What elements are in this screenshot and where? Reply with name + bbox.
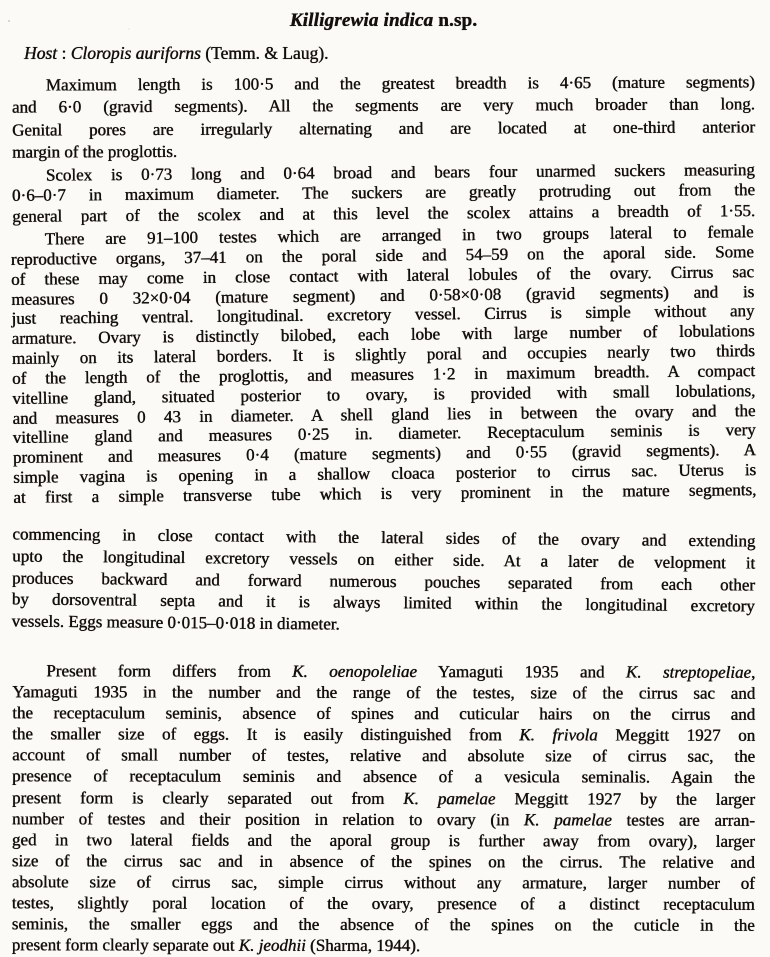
text-segment: of the length of the proglottis, and measures 1·2 in maximum breadth. A compact — [12, 361, 756, 389]
species-name: K. pamelae — [523, 810, 612, 830]
host-species-name: Cloropis auriforns — [70, 43, 201, 63]
text-segment: presence of receptaculum seminis and absence of a vesicula seminalis. Again the — [12, 766, 756, 788]
para-uterus-continuation — [11, 524, 755, 640]
species-name: K. frivola — [519, 725, 598, 745]
host-label: Host — [24, 43, 58, 63]
species-name: K. pamelae — [403, 788, 496, 808]
text-segment: commencing in close contact with the lateral sides of the ovary and extending — [12, 524, 756, 551]
text-segment: (Sharma, 1944). — [305, 936, 421, 956]
text-segment: account of small number of testes, relative and absolute size of cirrus sac, the — [12, 745, 756, 767]
document-body — [12, 73, 755, 957]
text-line — [12, 787, 755, 810]
text-segment: size of the cirrus sac and in absence of the spines on the cirrus. The relative and — [11, 851, 755, 872]
text-segment: There are 91–100 testes which are arranged in two groups lateral to female — [44, 222, 754, 249]
text-line — [12, 892, 755, 915]
text-line — [12, 935, 755, 957]
text-segment: vitelline gland and measures 0·25 in. diameter. Receptaculum seminis is very — [12, 420, 756, 448]
text-segment: reproductive organs, 37–41 on the poral side and 54–59 on the aporal side. Some — [10, 242, 754, 270]
text-segment: present form clearly separate out — [11, 935, 239, 956]
host-authority: (Temm. & Laug). — [200, 43, 329, 63]
text-line — [12, 660, 755, 683]
text-line — [12, 94, 755, 120]
para-measurements — [12, 71, 755, 163]
text-line — [12, 116, 755, 142]
host-line — [24, 43, 755, 64]
text-segment: , — [751, 662, 756, 682]
title-suffix: n.sp. — [433, 10, 478, 31]
text-line — [12, 724, 755, 747]
text-line — [12, 71, 755, 97]
text-segment: Meggitt 1927 on — [597, 725, 756, 746]
text-line — [12, 850, 755, 873]
text-segment: vessels. Eggs measure 0·015–0·018 in diameter. — [11, 611, 340, 634]
text-segment: produces backward and forward numerous pouches separated from each other — [11, 568, 756, 595]
text-segment: vitelline gland, situated posterior to ovary, is provided with small lobulations, — [12, 381, 756, 409]
text-segment: at first a simple transverse tube which is very prominent in the mature segments, — [13, 480, 757, 508]
text-line — [12, 808, 755, 831]
title-species-name: Killigrewia indica — [289, 10, 434, 31]
text-segment: number of testes and their position in relation to ovary (in — [11, 809, 524, 830]
text-segment: Yamaguti 1935 and — [416, 662, 626, 682]
text-segment: absolute size of cirrus sac, simple cirrus without any armature, larger number of — [11, 872, 755, 893]
text-line — [12, 871, 755, 894]
text-line — [12, 766, 755, 789]
text-segment: present form is clearly separated out from — [12, 787, 404, 808]
text-segment: measures 0 32×0·04 (mature segment) and 0·58×0·08 (gravid segments) and is — [11, 282, 755, 309]
para-testes — [11, 223, 757, 509]
text-line — [12, 745, 755, 768]
text-segment: margin of the proglottis. — [12, 141, 178, 162]
text-line — [12, 829, 755, 852]
para-scolex — [12, 160, 755, 227]
para-comparison — [12, 660, 756, 957]
text-segment: by dorsoventral septa and it is always limited within the longitudinal excretory — [11, 590, 755, 617]
text-segment: the smaller size of eggs. It is easily distinguished from — [12, 724, 520, 745]
text-segment: of these may come in close contact with lateral lobules of the ovary. Cirrus sac — [10, 262, 755, 289]
species-name: K. jeodhii — [238, 936, 306, 956]
text-segment: Present form differs from — [46, 661, 293, 682]
text-segment: just reaching ventral. longitudinal. excretory vessel. Cirrus is simple without any — [11, 301, 755, 329]
text-segment: and 6·0 (gravid segments). All the segments are very much broader than long. — [11, 94, 755, 117]
text-segment: armature. Ovary is distinctly bilobed, each lobe with large number of lobulations — [11, 321, 755, 349]
text-segment: testes are arran- — [611, 810, 755, 830]
text-segment: Maximum length is 100·5 and the greatest breadth is 4·65 (mature segments) — [45, 72, 755, 95]
text-segment: 0·6–0·7 in maximum diameter. The suckers are greatly protruding out from the — [11, 180, 756, 206]
text-segment: upto the longitudinal excretory vessels on either side. At a later de velopment it — [12, 546, 756, 573]
text-segment: seminis, the smaller eggs and the absence of the spines on the cuticle in the — [11, 914, 755, 936]
text-segment: mainly on its lateral borders. It is slightly poral and occupies nearly two thirds — [11, 341, 755, 369]
text-line — [12, 703, 755, 726]
species-name: K. streptopeliae — [625, 662, 752, 682]
text-segment: and measures 0 43 in diameter. A shell gland lies in between the ovary and the — [12, 401, 756, 428]
species-name: K. oenopoleliae — [292, 662, 417, 682]
text-segment: prominent and measures 0·4 (mature segments) and 0·55 (gravid segments). A — [12, 440, 757, 468]
text-line — [12, 914, 755, 937]
text-segment: Genital pores are irregularly alternating and are located at one-third anterior — [12, 116, 756, 140]
text-segment: Meggitt 1927 by the larger — [495, 789, 756, 809]
text-segment: Yamaguti 1935 in the number and the range of the testes, size of the cirrus sac and — [12, 682, 756, 704]
text-segment: the receptaculum seminis, absence of spines and cuticular hairs on the cirrus and — [12, 703, 756, 725]
host-separator: : — [57, 43, 71, 63]
paper-title — [12, 10, 755, 32]
text-segment: ged in two lateral fields and the aporal group is further away from ovary), larger — [11, 830, 755, 851]
text-line — [12, 682, 755, 705]
text-segment: Scolex is 0·73 long and 0·64 broad and bears four unarmed suckers measuring — [45, 160, 755, 185]
text-segment: simple vagina is opening in a shallow cloaca posterior to cirrus sac. Uterus is — [13, 460, 757, 488]
text-segment: testes, slightly poral location of the ovary, presence of a distinct receptaculum — [11, 893, 755, 915]
text-segment: general part of the scolex and at this level the scolex attains a breadth of 1·55. — [12, 201, 756, 226]
